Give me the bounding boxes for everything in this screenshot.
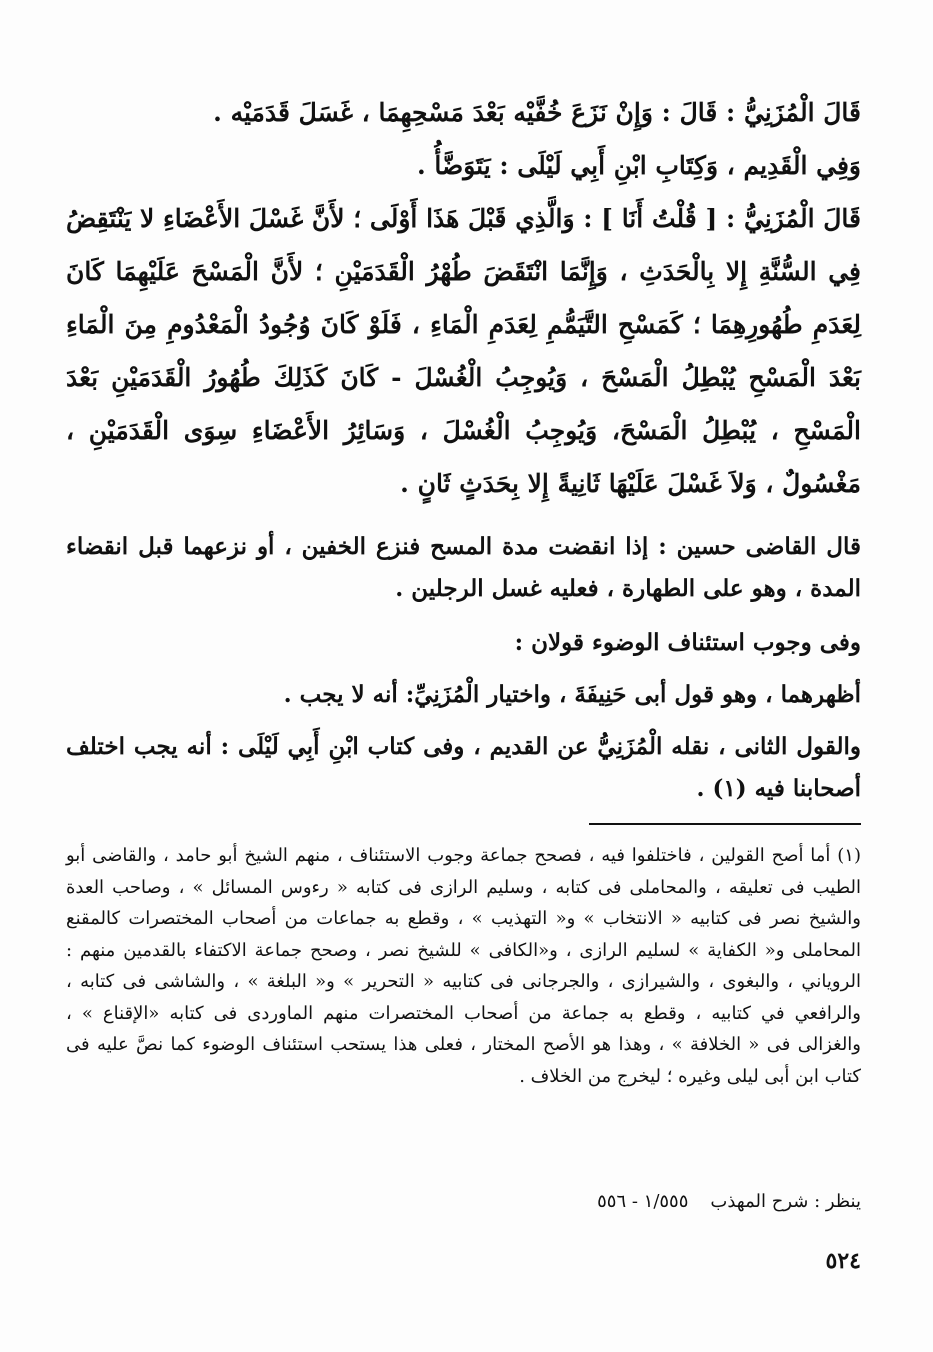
paragraph-text: وَفِي الْقَدِيم ، وَكِتَابِ ابْنِ أَبِي لَيْلَى : يَتَوَضَّأُ .	[416, 151, 861, 180]
paragraph-end: .	[696, 775, 713, 802]
paragraph-first-opinion	[66, 674, 861, 716]
footnote-text: أما أصح القولين ، فاختلفوا فيه ، فصحح جماعة وجوب الاستئناف ، منهم الشيخ أبو حامد ، والقاضى أبو الطيب فى تعليقه ، والمحاملى فى كتابه ، وسليم الرازى فى كتابه « رءوس المسائل » ، وصاحب العدة والشيخ نصر فى كتابيه « الانتخاب » و« التهذيب » ، وقطع به جماعات من أصحاب المختصرات كالمقنع المحاملى و« الكفاية » لسليم الرازى ، و«الكافى » للشيخ نصر ، وصحح جماعة الاكتفاء بالقدمين منهم : الروياني ، والبغوى ، والشيرازى ، والجرجانى فى كتابيه « التحرير » و« البلغة » ، والشاشى فى كتابه ، والرافعي في كتابيه ، وقطع به جماعة من أصحاب المختصرات منهم الماوردى فى كتابه «الإقناع » ، والغزالى فى « الخلافة » ، وهذا هو الأصح المختار ، فعلى هذا يستحب استئناف الوضوء كما نصَّ عليه فى كتاب ابن أبى ليلى وغيره ؛ ليخرج من الخلاف .	[66, 845, 861, 1087]
paragraph-text: قَالَ : وَإِنْ نَزَعَ خُفَّيْه بَعْدَ مَسْحِهِمَا ، غَسَلَ قَدَمَيْه .	[213, 98, 727, 127]
paragraph-qadim	[66, 139, 861, 192]
paragraph-muzani-2	[66, 192, 861, 510]
paragraph-second-opinion	[66, 726, 861, 810]
book-name: ابْنِ أَبِي لَيْلَى	[237, 733, 359, 760]
page-number: ٥٢٤	[825, 1248, 861, 1274]
scholar-name: الْمُزَنِيِّ	[414, 681, 480, 708]
paragraph-lead: قال القاضى حسين :	[658, 533, 861, 560]
reference-source: ينظر : شرح المهذب	[710, 1191, 861, 1212]
paragraph-text: أظهرهما ، وهو قول أبى حَنِيفَةَ ، واختيار	[479, 681, 861, 708]
paragraph-muzani-1	[66, 86, 861, 139]
paragraph-text: والقول الثانى ، نقله	[662, 733, 861, 760]
paragraph-qadi-husayn	[66, 526, 861, 610]
scholar-name: الْمُزَنِيُّ	[597, 733, 663, 760]
main-text-block	[66, 78, 861, 810]
paragraph-two-opinions	[66, 622, 861, 664]
footnote-reference	[66, 1186, 861, 1217]
paragraph-text: وفى وجوب استئناف الوضوء قولان :	[514, 629, 861, 656]
paragraph-text: [ قُلْتُ أَنَا ] : وَالَّذِي قَبْلَ هَذَا أَوْلَى ؛ لأَنَّ غَسْلَ الأَعْضَاءِ لا يَنْتَقِضُ فِي السُّنَّةِ إِلا بِالْحَدَثِ ، وَإِنَّمَا انْتَقَضَ طُهْرُ الْقَدَمَيْنِ ؛ لأَنَّ الْمَسْحَ عَلَيْهِمَا كَانَ لِعَدَمِ طُهُورِهِمَا ؛ كَمَسْحِ التَّيَمُّمِ لِعَدَمِ الْمَاءِ ، فَلَوْ كَانَ وُجُودُ الْمَعْدُومِ مِنَ الْمَاءِ بَعْدَ الْمَسْحِ يُبْطِلُ الْمَسْحَ ، وَيُوجِبُ الْغُسْلَ - كَانَ كَذَلِكَ طُهُورُ الْقَدَمَيْنِ بَعْدَ الْمَسْحِ ، يُبْطِلُ الْمَسْحَ، وَيُوجِبُ الْغُسْلَ ، وَسَائِرُ الأَعْضَاءِ سِوَى الْقَدَمَيْنِ ، مَغْسُولٌ ، وَلاَ غَسْلَ عَلَيْهَا ثَانِيةً إِلا بِحَدَثٍ ثَانٍ .	[66, 204, 861, 498]
footnote-marker: (١)	[837, 845, 861, 866]
reference-pages: ١/٥٥٥ - ٥٥٦	[597, 1191, 689, 1212]
footnote-marker: (١)	[712, 775, 747, 802]
paragraph-text: عن القديم ، وفى كتاب	[358, 733, 598, 760]
paragraph-text: : أنه يجب اختلف أصحابنا فيه	[66, 733, 861, 802]
footnote	[66, 840, 861, 1092]
paragraph-lead: قَالَ الْمُزَنِيُّ :	[726, 98, 861, 127]
paragraph-lead: قَالَ الْمُزَنِيُّ :	[726, 204, 861, 233]
paragraph-text: إذا انقضت مدة المسح فنزع الخفين ، أو نزعهما قبل انقضاء المدة ، وهو على الطهارة ، فعليه غسل الرجلين .	[66, 533, 861, 602]
footnote-divider	[589, 823, 861, 825]
paragraph-text: : أنه لا يجب .	[283, 681, 415, 708]
